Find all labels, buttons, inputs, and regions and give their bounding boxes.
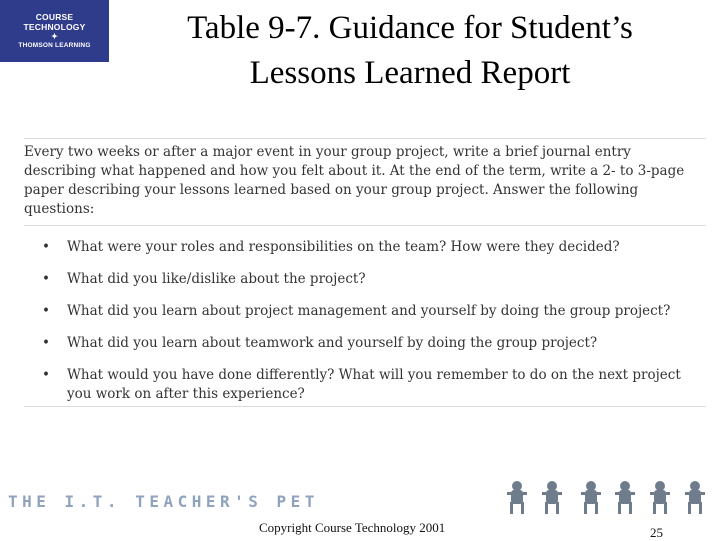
slide-title-line-2: Lessons Learned Report: [249, 55, 571, 91]
list-item: [24, 334, 706, 353]
dog-icon: [542, 481, 562, 514]
dog-icon: [615, 481, 635, 514]
bullet-icon: •: [42, 271, 50, 287]
copyright-text: Copyright Course Technology 2001: [259, 520, 446, 535]
question-text: What did you learn about teamwork and yourself by doing the group project?: [67, 335, 598, 351]
question-text: What would you have done differently? What will you remember to do on the next project you work on after this experience?: [67, 367, 681, 402]
bullet-icon: •: [42, 367, 50, 383]
dog-icon: [650, 481, 670, 514]
table-intro-text: Every two weeks or after a major event in your group project, write a brief journal entry describing what happened and how you felt about it. At the end of the term, write a 2- to 3-page paper describing your lessons learned based on your group project. Answer the following questions:: [24, 138, 706, 226]
course-technology-logo: [0, 0, 109, 62]
dog-icon: [507, 481, 527, 514]
logo-line-1: COURSE: [35, 12, 74, 22]
question-text: What did you learn about project management and yourself by doing the group project?: [67, 303, 671, 319]
logo-line-3: THOMSON LEARNING: [18, 42, 91, 49]
teachers-pet-banner: THE I.T. TEACHER'S PET: [8, 492, 319, 511]
guidance-table: [24, 138, 706, 407]
question-text: What did you like/dislike about the project?: [67, 271, 366, 287]
bullet-icon: •: [42, 303, 50, 319]
bullet-icon: •: [42, 335, 50, 351]
list-item: [24, 270, 706, 289]
slide-title: [115, 6, 705, 96]
list-item: [24, 302, 706, 321]
logo-star-icon: ✦: [51, 32, 58, 41]
logo-line-2: TECHNOLOGY: [23, 22, 86, 32]
bullet-icon: •: [42, 239, 50, 255]
slide-title-line-1: Table 9-7. Guidance for Student’s: [187, 10, 633, 46]
dog-figures-illustration: [505, 478, 710, 518]
page-number: 25: [650, 525, 663, 540]
list-item: [24, 238, 706, 257]
list-item: [24, 366, 706, 404]
questions-list: [24, 238, 706, 407]
question-text: What were your roles and responsibilities on the team? How were they decided?: [67, 239, 620, 255]
dog-icon: [685, 481, 705, 514]
dog-icon: [581, 481, 601, 514]
